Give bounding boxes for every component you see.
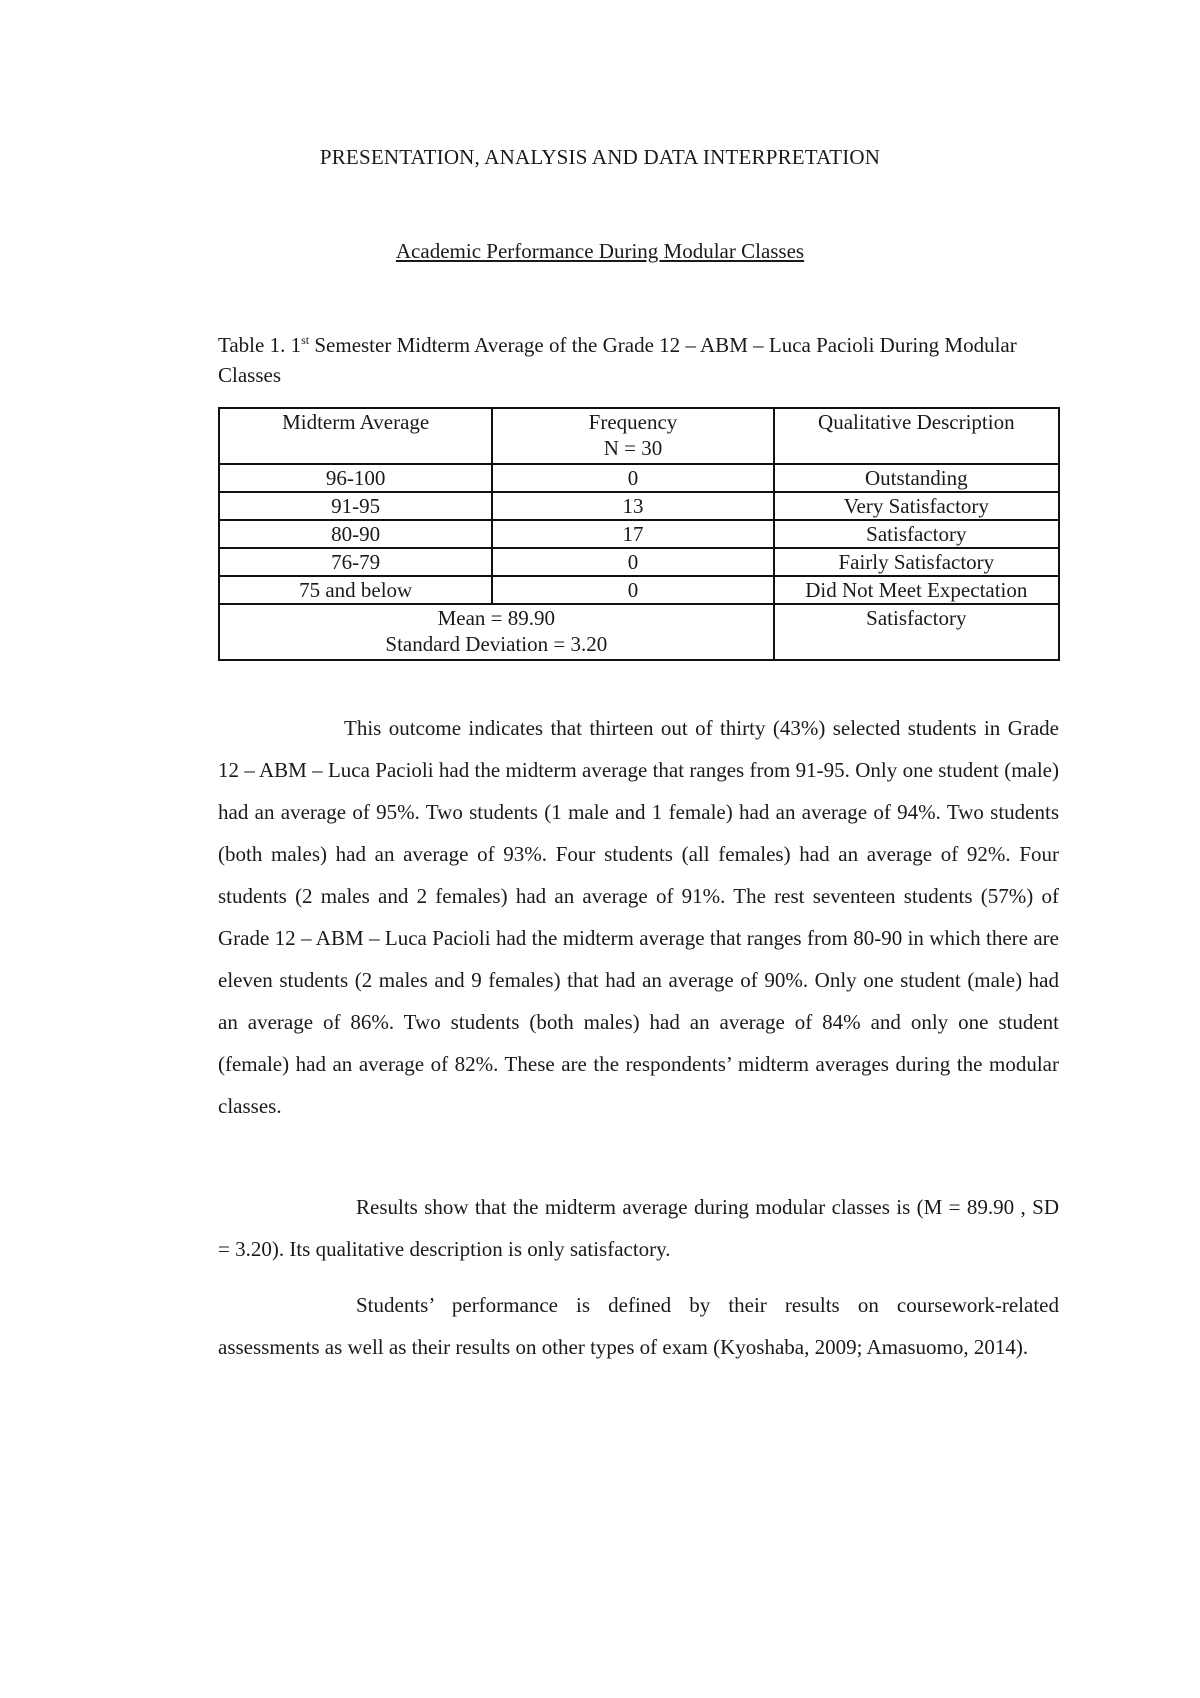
summary-statistics [219, 604, 774, 660]
table-header-row [219, 408, 1059, 464]
header-frequency [492, 408, 773, 464]
table-caption [218, 330, 1058, 390]
section-title: Academic Performance During Modular Classes [395, 239, 805, 263]
cell-frequency: 0 [492, 548, 773, 576]
paragraph-outcome: This outcome indicates that thirteen out of thirty (43%) selected students in Grade 12 – ABM – Luca Pacioli had the midterm average that ranges from 91-95. Only one student (male) had an average of 95%. Two students (1 male and 1 female) had an average of 94%. Two students (both males) had an average of 93%. Four students (all females) had an average of 92%. Four students (2 males and 2 females) had an average of 91%. The rest seventeen students (57%) of Grade 12 – ABM – Luca Pacioli had the midterm average that ranges from 80-90 in which there are eleven students (2 males and 9 females) that had an average of 90%. Only one student (male) had an average of 86%. Two students (both males) had an average of 84% and only one student (female) had an average of 82%. These are the respondents’ midterm averages during the modular classes. [218, 716, 1059, 1118]
table-row [219, 576, 1059, 604]
table-row [219, 492, 1059, 520]
paragraph-performance-definition: Students’ performance is defined by their results on coursework-related assessments as well as their results on other types of exam (Kyoshaba, 2009; Amasuomo, 2014). [218, 1293, 1059, 1359]
summary-standard-deviation: Standard Deviation = 3.20 [385, 632, 608, 656]
caption-superscript: st [301, 333, 310, 347]
cell-description: Fairly Satisfactory [774, 548, 1059, 576]
table-row [219, 520, 1059, 548]
cell-frequency: 17 [492, 520, 773, 548]
cell-range: 80-90 [219, 520, 492, 548]
cell-frequency: 0 [492, 576, 773, 604]
cell-range: 76-79 [219, 548, 492, 576]
header-frequency-label: Frequency [588, 410, 678, 434]
cell-range: 75 and below [219, 576, 492, 604]
table-row [219, 548, 1059, 576]
cell-description: Outstanding [774, 464, 1059, 492]
summary-mean: Mean = 89.90 [437, 606, 556, 630]
header-frequency-n: N = 30 [603, 436, 663, 460]
cell-description: Did Not Meet Expectation [774, 576, 1059, 604]
caption-suffix: Semester Midterm Average of the Grade 12 – ABM – Luca Pacioli During Modular Classes [218, 333, 1017, 387]
cell-frequency: 0 [492, 464, 773, 492]
caption-prefix: Table 1. 1 [218, 333, 302, 357]
header-midterm-average: Midterm Average [219, 408, 492, 464]
paragraph-results: Results show that the midterm average during modular classes is (M = 89.90 , SD = 3.20). Its qualitative description is only satisfactory. [218, 1195, 1059, 1261]
cell-range: 96-100 [219, 464, 492, 492]
cell-frequency: 13 [492, 492, 773, 520]
summary-description: Satisfactory [774, 604, 1059, 660]
table-summary-row [219, 604, 1059, 660]
page-title: PRESENTATION, ANALYSIS AND DATA INTERPRETATION [319, 145, 881, 169]
header-qualitative-description: Qualitative Description [774, 408, 1059, 464]
cell-range: 91-95 [219, 492, 492, 520]
cell-description: Satisfactory [774, 520, 1059, 548]
midterm-average-table [218, 407, 1060, 661]
cell-description: Very Satisfactory [774, 492, 1059, 520]
table-row [219, 464, 1059, 492]
